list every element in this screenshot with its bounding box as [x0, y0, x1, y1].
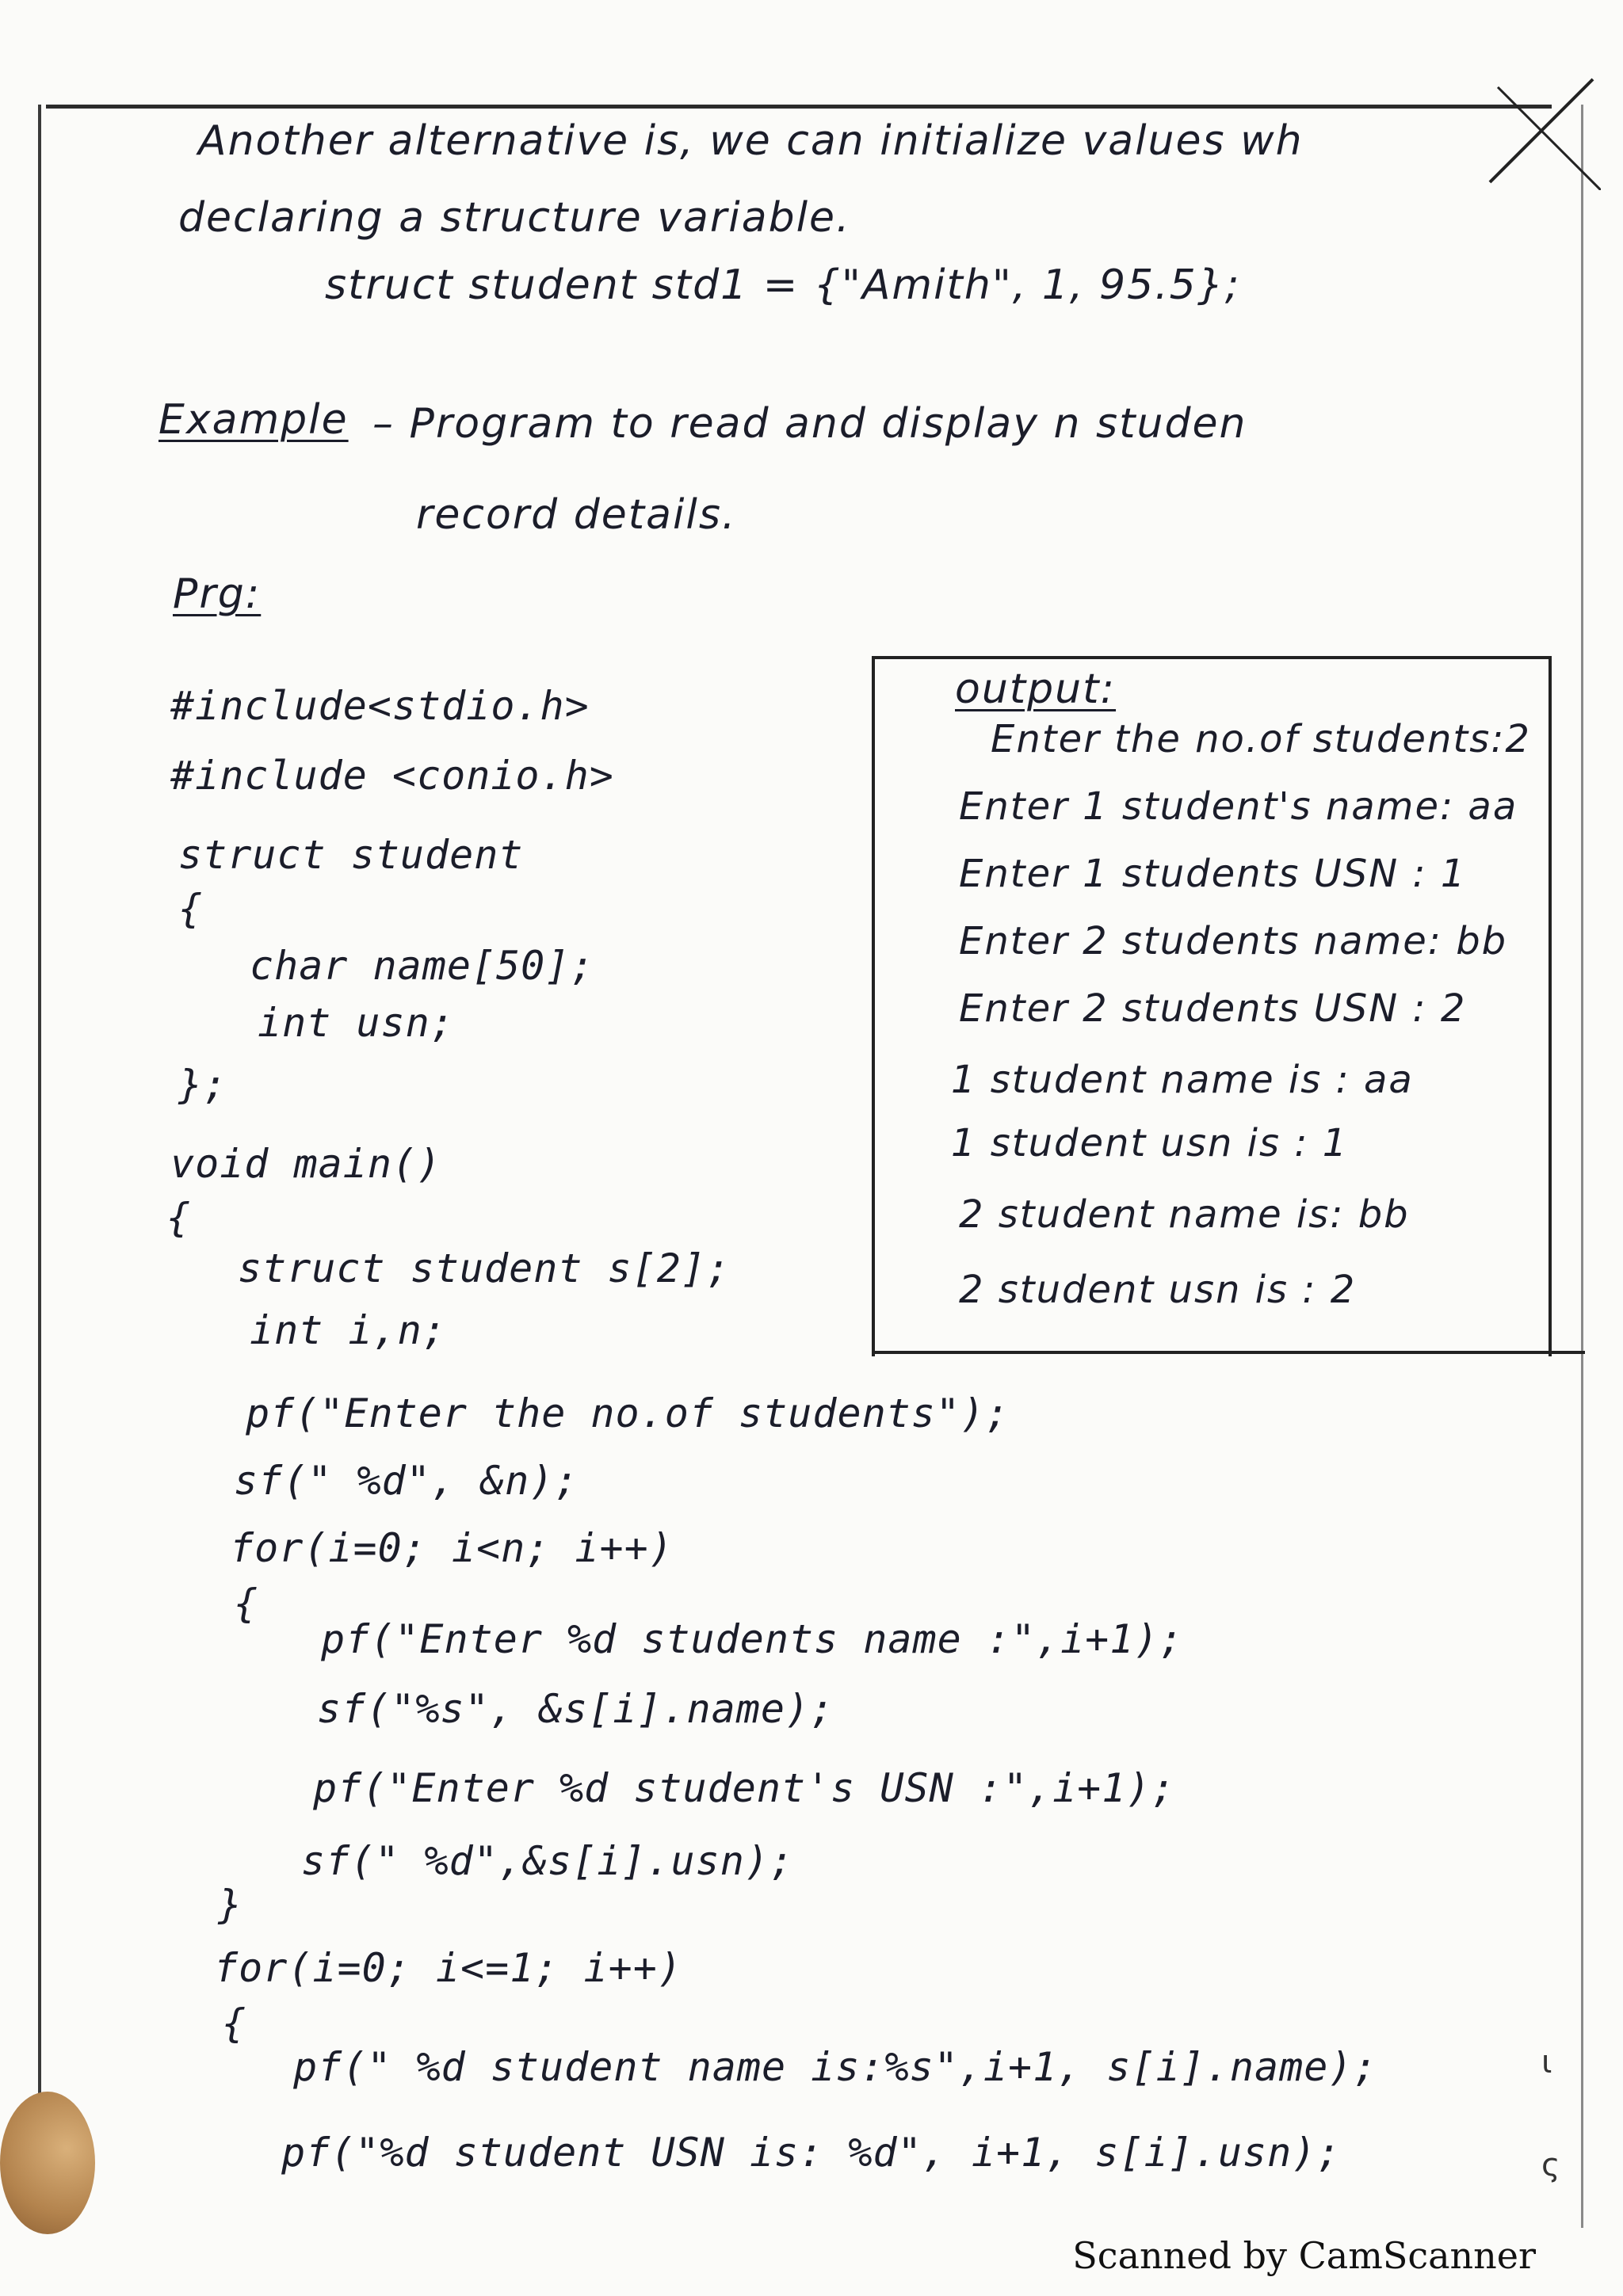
edge-mark: ς — [1541, 2147, 1560, 2183]
output-line: 1 student usn is : 1 — [951, 1121, 1349, 1165]
code-line: int usn; — [258, 1000, 455, 1046]
code-line: sf(" %d", &n); — [234, 1458, 579, 1504]
edge-mark: ι — [1541, 2044, 1552, 2081]
corner-cross-mark — [1482, 71, 1601, 190]
example-label: Example — [158, 396, 349, 444]
output-line: Enter 2 students USN : 2 — [959, 986, 1467, 1031]
intro-line-2: declaring a structure variable. — [178, 194, 851, 242]
scanner-footer: Scanned by CamScanner — [1072, 2234, 1536, 2277]
code-line: { — [234, 1581, 259, 1627]
page-top-rule — [46, 105, 1552, 109]
output-box-bottom-rule — [872, 1351, 1585, 1354]
code-line: sf("%s", &s[i].name); — [317, 1686, 835, 1732]
code-line: for(i=0; i<n; i++) — [230, 1525, 674, 1571]
code-line: char name[50]; — [250, 943, 595, 989]
code-line: pf("Enter %d students name :",i+1); — [321, 1616, 1184, 1662]
output-line: Enter 2 students name: bb — [959, 919, 1508, 963]
code-line: } — [218, 1882, 243, 1928]
code-line: pf(" %d student name is:%s",i+1, s[i].name); — [293, 2044, 1378, 2090]
output-title: output: — [955, 666, 1117, 713]
code-line: #include <conio.h> — [170, 753, 614, 799]
code-line: int i,n; — [250, 1307, 447, 1353]
code-line: struct student s[2]; — [238, 1245, 731, 1291]
page-left-margin — [38, 105, 41, 2228]
output-line: Enter 1 students USN : 1 — [959, 852, 1467, 896]
example-text-2: record details. — [416, 491, 737, 539]
example-text-1: – Program to read and display n studen — [372, 400, 1247, 448]
output-line: Enter 1 student's name: aa — [959, 784, 1518, 829]
code-line: void main() — [170, 1141, 442, 1187]
code-line: }; — [178, 1062, 228, 1108]
code-line: { — [178, 886, 204, 932]
finger-thumb — [0, 2092, 95, 2234]
code-line: pf("Enter %d student's USN :",i+1); — [313, 1765, 1176, 1811]
code-line: { — [166, 1195, 192, 1241]
page-right-margin — [1581, 105, 1583, 2228]
intro-line-1: Another alternative is, we can initialize values wh — [198, 117, 1304, 165]
code-line: pf("Enter the no.of students"); — [246, 1390, 1010, 1436]
prog-label: Prg: — [173, 570, 262, 618]
intro-line-3: struct student std1 = {"Amith", 1, 95.5}; — [325, 261, 1241, 309]
code-line: struct student — [178, 832, 524, 878]
code-line: sf(" %d",&s[i].usn); — [301, 1838, 795, 1884]
output-line: 2 student usn is : 2 — [959, 1268, 1357, 1312]
code-line: { — [222, 2000, 247, 2046]
output-line: 2 student name is: bb — [959, 1192, 1410, 1237]
code-line: for(i=0; i<=1; i++) — [214, 1945, 682, 1991]
code-line: pf("%d student USN is: %d", i+1, s[i].usn); — [281, 2130, 1342, 2176]
code-line: #include<stdio.h> — [170, 683, 590, 729]
output-line: 1 student name is : aa — [951, 1058, 1414, 1102]
output-line: Enter the no.of students:2 — [991, 717, 1531, 761]
